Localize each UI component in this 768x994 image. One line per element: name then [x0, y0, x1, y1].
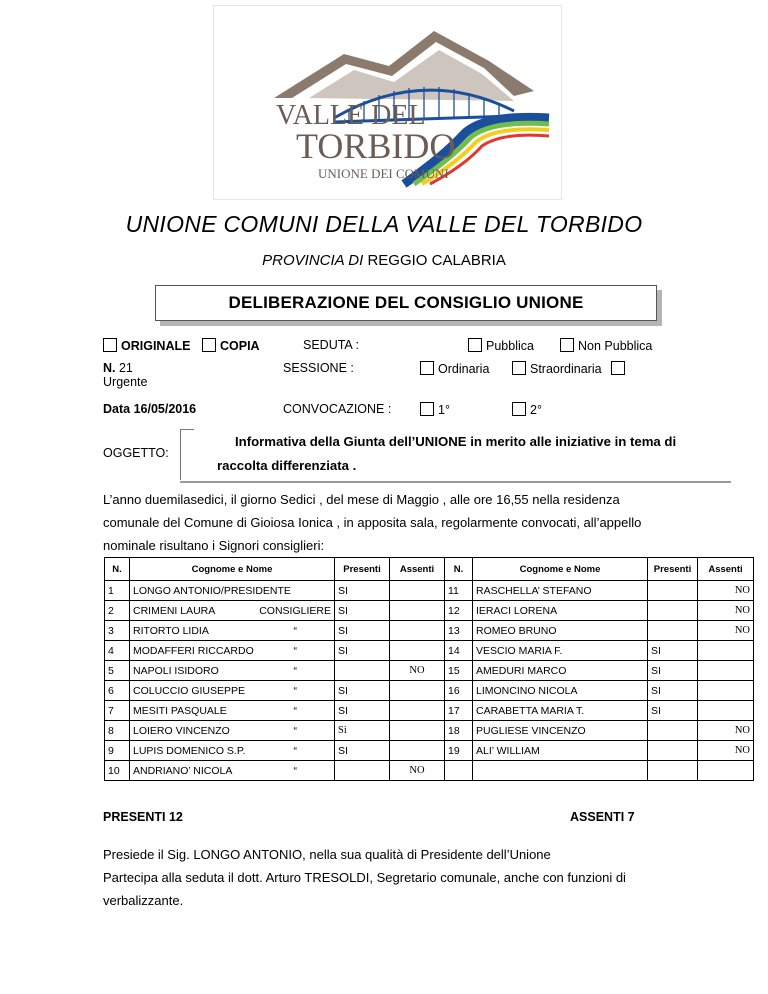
assenti-cell — [390, 621, 445, 641]
member-number: 18 — [445, 721, 473, 741]
member-role: “ — [293, 684, 297, 697]
member-name-cell — [130, 641, 335, 661]
footer-line-3: verbalizzante. — [103, 893, 184, 908]
assenti-cell: NO — [698, 741, 754, 761]
presenti-cell — [648, 741, 698, 761]
conv-2-option[interactable] — [512, 402, 542, 417]
originale-checkbox[interactable] — [103, 338, 117, 352]
ordinaria-label: Ordinaria — [438, 362, 490, 376]
member-number: 5 — [105, 661, 130, 681]
member-name: CARABETTA MARIA T. — [473, 701, 648, 721]
straordinaria-label: Straordinaria — [530, 362, 602, 376]
table-header-cell: Assenti — [390, 558, 445, 581]
member-number: 16 — [445, 681, 473, 701]
member-name: COLUCCIO GIUSEPPE — [133, 684, 246, 697]
member-name: PUGLIESE VINCENZO — [473, 721, 648, 741]
intro-line-2: comunale del Comune di Gioiosa Ionica , in apposita sala, regolarmente convocati, all’appello — [103, 515, 642, 530]
table-row — [105, 741, 754, 761]
member-role: “ — [293, 764, 297, 777]
member-name: ROMEO BRUNO — [473, 621, 648, 641]
presenti-cell — [335, 761, 390, 781]
member-name: NAPOLI ISIDORO — [133, 664, 219, 677]
member-name — [473, 761, 648, 781]
member-role: “ — [293, 744, 297, 757]
member-role: “ — [293, 664, 297, 677]
logo-text-unione: UNIONE DEI COMUNI — [318, 166, 449, 181]
copia-option[interactable] — [202, 338, 260, 353]
copia-label: COPIA — [220, 339, 260, 353]
member-name-cell — [130, 721, 335, 741]
conv-1-checkbox[interactable] — [420, 402, 434, 416]
footer-line-1: Presiede il Sig. LONGO ANTONIO, nella sua qualità di Presidente dell’Unione — [103, 847, 551, 862]
table-row — [105, 641, 754, 661]
presenti-cell: SI — [648, 661, 698, 681]
copia-checkbox[interactable] — [202, 338, 216, 352]
presenti-cell: SI — [335, 701, 390, 721]
member-name: LUPIS DOMENICO S.P. — [133, 744, 246, 757]
member-name: MESITI PASQUALE — [133, 704, 227, 717]
ordinaria-checkbox[interactable] — [420, 361, 434, 375]
assenti-cell — [698, 681, 754, 701]
presenti-total: PRESENTI 12 — [103, 810, 183, 824]
convocazione-label: CONVOCAZIONE : — [283, 402, 392, 416]
assenti-cell: NO — [698, 581, 754, 601]
assenti-cell — [698, 661, 754, 681]
oggetto-label: OGGETTO: — [103, 446, 169, 460]
presenti-cell — [648, 621, 698, 641]
member-number — [445, 761, 473, 781]
assenti-cell — [698, 641, 754, 661]
straordinaria-option[interactable] — [512, 361, 629, 376]
province-line — [0, 252, 768, 269]
table-row — [105, 661, 754, 681]
sessione-label: SESSIONE : — [283, 361, 354, 375]
table-row — [105, 681, 754, 701]
member-name-cell — [130, 661, 335, 681]
presenti-cell: SI — [335, 601, 390, 621]
doc-title: DELIBERAZIONE DEL CONSIGLIO UNIONE — [228, 293, 584, 312]
member-role: “ — [293, 644, 297, 657]
member-name-cell — [130, 601, 335, 621]
member-number: 13 — [445, 621, 473, 641]
assenti-cell — [698, 761, 754, 781]
delibera-number — [103, 361, 133, 375]
ordinaria-option[interactable] — [420, 361, 489, 376]
assenti-cell — [390, 741, 445, 761]
assenti-cell: NO — [698, 601, 754, 621]
conv-2-checkbox[interactable] — [512, 402, 526, 416]
oggetto-divider — [180, 429, 181, 480]
presenti-cell — [335, 661, 390, 681]
table-header-row — [105, 558, 754, 581]
non-pubblica-label: Non Pubblica — [578, 339, 653, 353]
data-label: Data 16/05/2016 — [103, 402, 197, 416]
oggetto-line-1: Informativa della Giunta dell’UNIONE in merito alle iniziative in tema di — [235, 434, 677, 449]
presenti-cell: SI — [648, 681, 698, 701]
org-title: UNIONE COMUNI DELLA VALLE DEL TORBIDO — [125, 211, 643, 237]
assenti-cell: NO — [390, 661, 445, 681]
presenti-cell: SI — [335, 581, 390, 601]
logo-text-torbido: TORBIDO — [296, 126, 456, 166]
presenti-cell: SI — [335, 681, 390, 701]
member-number: 7 — [105, 701, 130, 721]
member-name: AMEDURI MARCO — [473, 661, 648, 681]
assenti-total: ASSENTI 7 — [570, 810, 635, 824]
footer-line-2: Partecipa alla seduta il dott. Arturo TRESOLDI, Segretario comunale, anche con funzioni di — [103, 870, 626, 885]
table-header-cell: Presenti — [648, 558, 698, 581]
member-name: CRIMENI LAURA — [133, 604, 216, 617]
member-name: LOIERO VINCENZO — [133, 724, 230, 737]
presenti-cell: Si — [335, 721, 390, 741]
presenti-cell — [648, 601, 698, 621]
assenti-cell — [698, 701, 754, 721]
oggetto-tick — [180, 429, 194, 430]
presenti-cell — [648, 721, 698, 741]
province-prefix: PROVINCIA DI — [262, 252, 364, 269]
intro-line-3: nominale risultano i Signori consiglieri: — [103, 538, 325, 553]
presenti-cell: SI — [335, 741, 390, 761]
member-number: 12 — [445, 601, 473, 621]
conv-1-label: 1° — [438, 403, 450, 417]
pubblica-option[interactable] — [468, 338, 534, 353]
assenti-cell — [390, 681, 445, 701]
intro-paragraph — [103, 488, 703, 557]
presenti-cell — [648, 761, 698, 781]
number-label: N. — [103, 361, 116, 375]
member-name-cell — [130, 701, 335, 721]
member-number: 17 — [445, 701, 473, 721]
member-number: 14 — [445, 641, 473, 661]
member-number: 6 — [105, 681, 130, 701]
table-row — [105, 701, 754, 721]
table-row — [105, 581, 754, 601]
straordinaria-extra-checkbox[interactable] — [611, 361, 625, 375]
table-header-cell: Presenti — [335, 558, 390, 581]
assenti-cell — [390, 601, 445, 621]
doc-title-box — [155, 285, 657, 321]
member-name-cell — [130, 741, 335, 761]
member-name-cell — [130, 581, 335, 601]
member-name: LONGO ANTONIO/PRESIDENTE — [133, 584, 291, 597]
straordinaria-checkbox[interactable] — [512, 361, 526, 375]
pubblica-checkbox[interactable] — [468, 338, 482, 352]
member-name: ANDRIANO’ NICOLA — [133, 764, 233, 777]
seduta-label: SEDUTA : — [303, 338, 360, 352]
assenti-cell — [390, 581, 445, 601]
logo-graphic — [214, 6, 561, 199]
member-name: RASCHELLA’ STEFANO — [473, 581, 648, 601]
member-name: VESCIO MARIA F. — [473, 641, 648, 661]
pubblica-label: Pubblica — [486, 339, 534, 353]
member-number: 10 — [105, 761, 130, 781]
member-number: 1 — [105, 581, 130, 601]
logo-text-valle: VALLE DEL — [276, 100, 426, 131]
number-value: 21 — [118, 361, 133, 375]
presenti-cell: SI — [648, 701, 698, 721]
member-number: 8 — [105, 721, 130, 741]
presenti-cell: SI — [335, 621, 390, 641]
table-header-cell: Assenti — [698, 558, 754, 581]
table-row — [105, 721, 754, 741]
presenti-cell: SI — [335, 641, 390, 661]
member-role: CONSIGLIERE — [259, 604, 331, 617]
member-number: 2 — [105, 601, 130, 621]
footer-paragraph — [103, 843, 703, 912]
table-header-cell: Cognome e Nome — [473, 558, 648, 581]
table-header-cell: N. — [445, 558, 473, 581]
logo — [213, 5, 562, 200]
conv-1-option[interactable] — [420, 402, 450, 417]
originale-option[interactable] — [103, 338, 190, 353]
non-pubblica-option[interactable] — [560, 338, 652, 353]
presenti-cell: SI — [648, 641, 698, 661]
table-row — [105, 601, 754, 621]
oggetto-text — [217, 430, 677, 478]
table-header-cell: Cognome e Nome — [130, 558, 335, 581]
member-number: 19 — [445, 741, 473, 761]
member-name: LIMONCINO NICOLA — [473, 681, 648, 701]
member-role: “ — [293, 724, 297, 737]
member-role: “ — [293, 624, 297, 637]
oggetto-underline — [180, 481, 731, 483]
assenti-cell — [390, 701, 445, 721]
table-row — [105, 621, 754, 641]
originale-label: ORIGINALE — [121, 339, 191, 353]
member-name-cell — [130, 761, 335, 781]
province-name: REGGIO CALABRIA — [367, 252, 506, 269]
attendance-table — [104, 557, 754, 781]
member-number: 9 — [105, 741, 130, 761]
member-role: “ — [293, 704, 297, 717]
member-number: 11 — [445, 581, 473, 601]
member-name-cell — [130, 621, 335, 641]
member-name-cell — [130, 681, 335, 701]
member-name: IERACI LORENA — [473, 601, 648, 621]
assenti-cell: NO — [698, 721, 754, 741]
table-header-cell: N. — [105, 558, 130, 581]
urgente-label: Urgente — [103, 375, 148, 389]
member-number: 15 — [445, 661, 473, 681]
assenti-cell — [390, 721, 445, 741]
assenti-cell: NO — [390, 761, 445, 781]
member-name: RITORTO LIDIA — [133, 624, 209, 637]
oggetto-line-2: raccolta differenziata . — [217, 458, 357, 473]
member-name: ALI’ WILLIAM — [473, 741, 648, 761]
presenti-cell — [648, 581, 698, 601]
table-row — [105, 761, 754, 781]
conv-2-label: 2° — [530, 403, 542, 417]
assenti-cell — [390, 641, 445, 661]
intro-line-1: L’anno duemilasedici, il giorno Sedici , del mese di Maggio , alle ore 16,55 nella residenza — [103, 492, 620, 507]
member-name: MODAFFERI RICCARDO — [133, 644, 254, 657]
member-number: 4 — [105, 641, 130, 661]
assenti-cell: NO — [698, 621, 754, 641]
non-pubblica-checkbox[interactable] — [560, 338, 574, 352]
member-number: 3 — [105, 621, 130, 641]
